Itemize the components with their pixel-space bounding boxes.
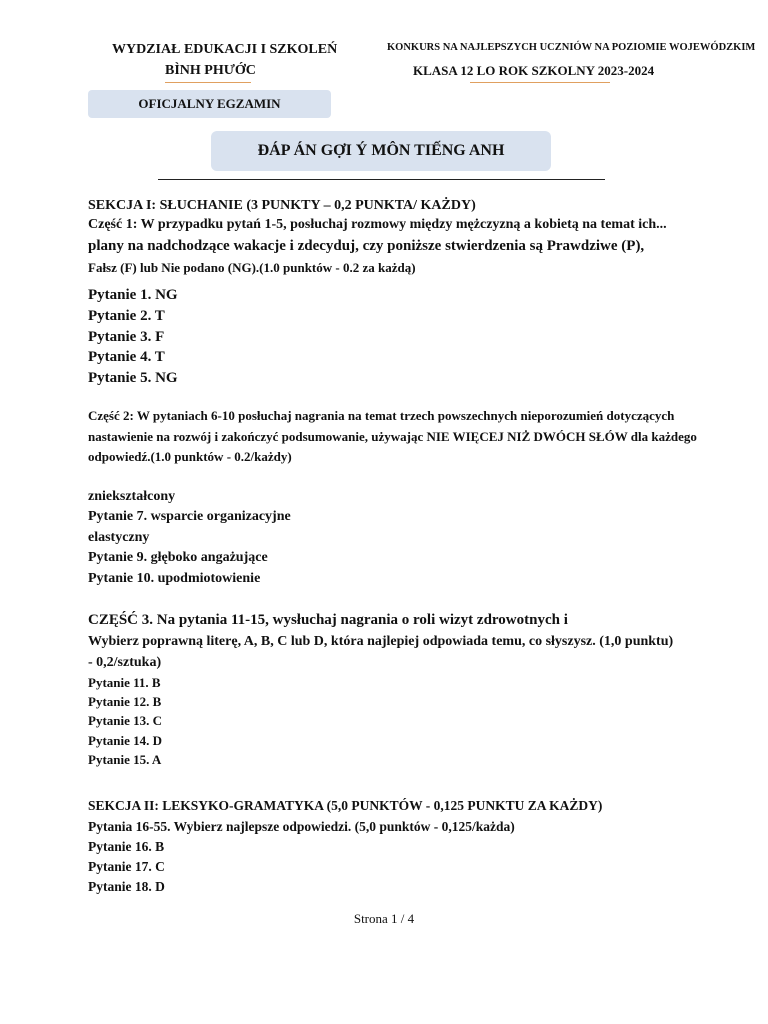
answer-q5: Pytanie 5. NG [88, 370, 178, 386]
answer-q13: Pytanie 13. C [88, 713, 163, 728]
answer-q18: Pytanie 18. D [88, 879, 165, 894]
part1-instruction-line3: Fałsz (F) lub Nie podano (NG).(1.0 punktów - 0.2 za każdą) [88, 260, 416, 275]
official-exam-badge [88, 90, 331, 118]
answer-q1: Pytanie 1. NG [88, 287, 178, 303]
contest-name: KONKURS NA NAJLEPSZYCH UCZNIÓW NA POZIOMIE WOJEWÓDZKIM [387, 42, 756, 53]
document-title: ĐÁP ÁN GỢI Ý MÔN TIẾNG ANH [257, 142, 505, 159]
title-divider [158, 179, 605, 180]
answer-q6: zniekształcony [88, 489, 176, 504]
answer-q4: Pytanie 4. T [88, 349, 165, 365]
part3-instruction-line1: CZĘŚĆ 3. Na pytania 11-15, wysłuchaj nagrania o roli wizyt zdrowotnych i [88, 612, 568, 628]
part1-instruction-line2: plany na nadchodzące wakacje i zdecyduj, czy poniższe stwierdzenia są Prawdziwe (P), [88, 238, 645, 254]
page-number: Strona 1 / 4 [353, 911, 415, 926]
answer-q10: Pytanie 10. upodmiotowienie [88, 571, 261, 586]
answer-q12: Pytanie 12. B [88, 694, 162, 709]
answer-q11: Pytanie 11. B [88, 675, 161, 690]
document-title-box [211, 131, 551, 171]
part3-instruction-line3: - 0,2/sztuka) [88, 655, 162, 670]
part2-instruction-line2: nastawienie na rozwój i zakończyć podsumowanie, używając NIE WIĘCEJ NIŻ DWÓCH SŁÓW dla każdego [88, 429, 697, 444]
section2-intro: Pytania 16-55. Wybierz najlepsze odpowiedzi. (5,0 punktów - 0,125/każda) [88, 819, 515, 834]
province-underline [165, 82, 251, 83]
section2-heading: SEKCJA II: LEKSYKO-GRAMATYKA (5,0 PUNKTÓW - 0,125 PUNKTU ZA KAŻDY) [88, 798, 603, 813]
part2-instruction-line3: odpowiedź.(1.0 punktów - 0.2/każdy) [88, 449, 292, 464]
answer-q17: Pytanie 17. C [88, 859, 165, 874]
answer-q9: Pytanie 9. głęboko angażujące [88, 550, 268, 565]
answer-q3: Pytanie 3. F [88, 329, 165, 345]
answer-q16: Pytanie 16. B [88, 839, 165, 854]
province-name: BÌNH PHƯỚC [165, 63, 256, 78]
part3-instruction-line2: Wybierz poprawną literę, A, B, C lub D, która najlepiej odpowiada temu, co słyszysz. (1,0 punktu) [88, 634, 674, 649]
answer-q15: Pytanie 15. A [88, 752, 162, 767]
contest-class-year: KLASA 12 LO ROK SZKOLNY 2023-2024 [413, 63, 655, 78]
official-exam-label: OFICJALNY EGZAMIN [138, 96, 281, 111]
part1-instruction-line1: Część 1: W przypadku pytań 1-5, posłuchaj rozmowy między mężczyzną a kobietą na temat ich... [88, 217, 667, 232]
answer-q2: Pytanie 2. T [88, 308, 165, 324]
answer-q7: Pytanie 7. wsparcie organizacyjne [88, 509, 291, 524]
part2-instruction-line1: Część 2: W pytaniach 6-10 posłuchaj nagrania na temat trzech powszechnych nieporozumień dotyczących [88, 408, 675, 423]
contest-underline [470, 82, 610, 83]
answer-q8: elastyczny [88, 530, 150, 545]
department-name: WYDZIAŁ EDUKACJI I SZKOLEŃ [112, 42, 338, 57]
answer-q14: Pytanie 14. D [88, 733, 163, 748]
section1-heading: SEKCJA I: SŁUCHANIE (3 PUNKTY – 0,2 PUNKTA/ KAŻDY) [88, 198, 476, 213]
